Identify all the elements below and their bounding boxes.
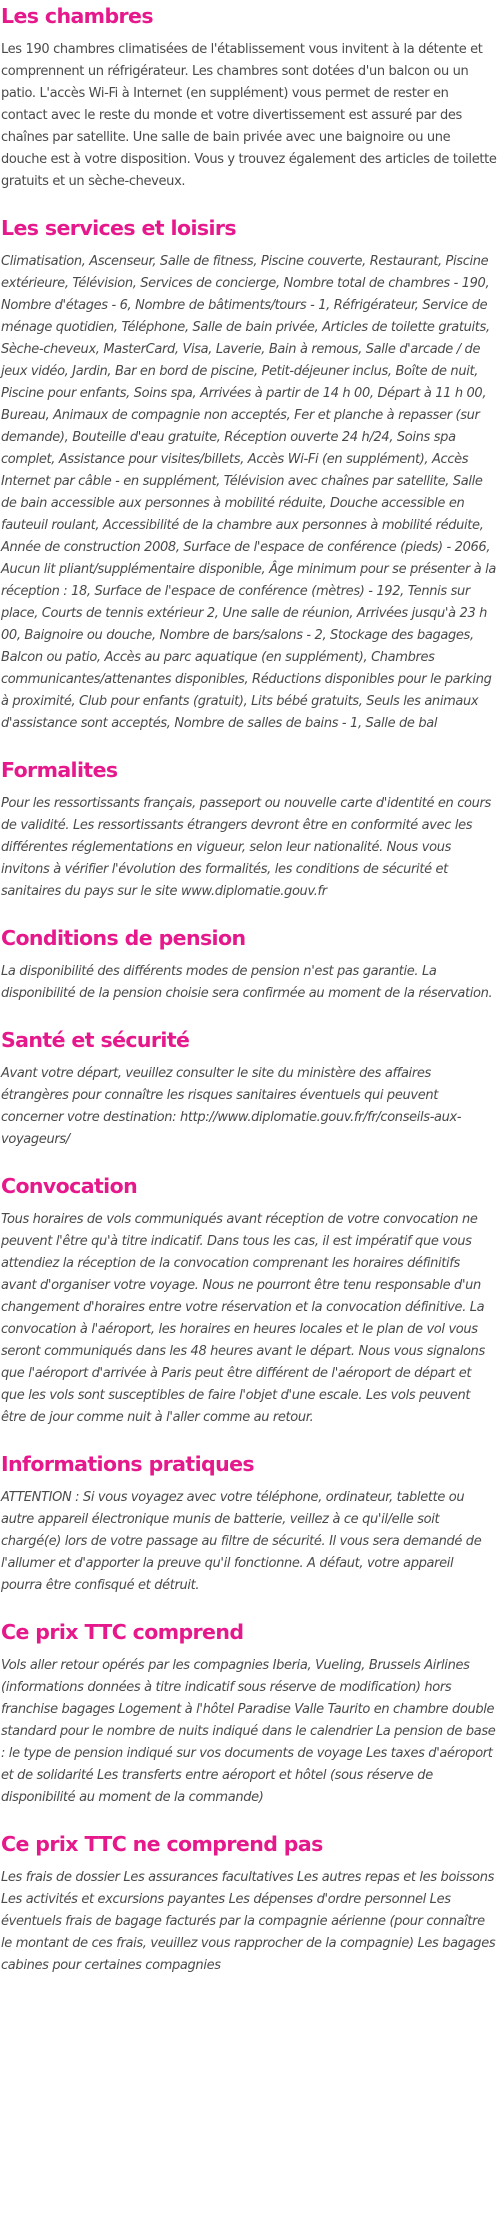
section-health-safety [1, 1026, 497, 1151]
section-title: Ce prix TTC comprend [1, 1620, 244, 1644]
section-title: Formalites [1, 758, 118, 782]
section-price-includes [1, 1618, 497, 1809]
section-body: Les 190 chambres climatisées de l'établissement vous invitent à la détente et comprennent un réfrigérateur. Les chambres sont dotées d'un balcon ou un patio. L'accès Wi-Fi à Internet (en supplément) vous permet de rester en contact avec le reste du monde et votre divertissement est assuré par des chaînes par satellite. Une salle de bain privée avec une baignoire ou une douche est à votre disposition. Vous y trouvez également des articles de toilette gratuits et un sèche-cheveux. [1, 42, 497, 189]
section-formalities [1, 756, 497, 903]
section-title: Les chambres [1, 4, 153, 28]
section-title: Santé et sécurité [1, 1028, 190, 1052]
section-body: Tous horaires de vols communiqués avant réception de votre convocation ne peuvent l'être qu'à titre indicatif. Dans tous les cas, il est impératif que vous attendiez la réception de la convocation comprenant les horaires définitifs avant d'organiser votre voyage. Nous ne pourront être tenu responsable d'un changement d'horaires entre votre réservation et la convocation définitive. La convocation à l'aéroport, les horaires en heures locales et le plan de vol vous seront communiqués dans les 48 heures avant le départ. Nous vous signalons que l'aéroport d'arrivée à Paris peut être différent de l'aéroport de départ et que les vols sont susceptibles de faire l'objet d'une escale. Les vols peuvent être de jour comme nuit à l'aller comme au retour. [1, 1212, 485, 1425]
section-title: Conditions de pension [1, 926, 246, 950]
section-body: ATTENTION : Si vous voyagez avec votre téléphone, ordinateur, tablette ou autre appareil électronique munis de batterie, veillez à ce qu'il/elle soit chargé(e) lors de votre passage au filtre de sécurité. Il vous sera demandé de l'allumer et d'apporter la preuve qu'il fonctionne. A défaut, votre appareil pourra être confisqué et détruit. [1, 1490, 482, 1593]
section-body: Les frais de dossier Les assurances facultatives Les autres repas et les boissons Les activités et excursions payantes Les dépenses d'ordre personnel Les éventuels frais de bagage facturés par la compagnie aérienne (pour connaître le montant de ces frais, veuillez vous rapprocher de la compagnie) Les bagages cabines pour certaines compagnies [1, 1870, 496, 1973]
section-rooms [1, 2, 497, 193]
section-body: Avant votre départ, veuillez consulter le site du ministère des affaires étrangères pour connaître les risques sanitaires éventuels qui peuvent concerner votre destination: http://www.diplomatie.gouv.fr/fr/conseils-aux-voyageurs/ [1, 1066, 462, 1147]
section-board-conditions [1, 924, 497, 1005]
section-practical-info [1, 1450, 497, 1597]
section-services [1, 214, 497, 735]
section-title: Les services et loisirs [1, 216, 237, 240]
section-body: Pour les ressortissants français, passeport ou nouvelle carte d'identité en cours de validité. Les ressortissants étrangers devront être en conformité avec les différentes réglementations en vigueur, selon leur nationalité. Nous vous invitons à vérifier l'évolution des formalités, les conditions de sécurité et sanitaires du pays sur le site www.diplomatie.gouv.fr [1, 796, 491, 899]
section-convocation [1, 1172, 497, 1429]
section-title: Convocation [1, 1174, 138, 1198]
section-body: Climatisation, Ascenseur, Salle de fitness, Piscine couverte, Restaurant, Piscine extérieure, Télévision, Services de concierge, Nombre total de chambres - 190, Nombre d'étages - 6, Nombre de bâtiments/tours - 1, Réfrigérateur, Service de ménage quotidien, Téléphone, Salle de bain privée, Articles de toilette gratuits, Sèche-cheveux, MasterCard, Visa, Laverie, Bain à remous, Salle d'arcade / de jeux vidéo, Jardin, Bar en bord de piscine, Petit-déjeuner inclus, Boîte de nuit, Piscine pour enfants, Soins spa, Arrivées à partir de 14 h 00, Départ à 11 h 00, Bureau, Animaux de compagnie non acceptés, Fer et planche à repasser (sur demande), Bouteille d'eau gratuite, Réception ouverte 24 h/24, Soins spa complet, Assistance pour visites/billets, Accès Wi-Fi (en supplément), Accès Internet par câble - en supplément, Télévision avec chaînes par satellite, Salle de bain accessible aux personnes à mobilité réduite, Douche accessible en fauteuil roulant, Accessibilité de la chambre aux personnes à mobilité réduite, Année de construction 2008, Surface de l'espace de conférence (pieds) - 2066, Aucun lit pliant/supplémentaire disponible, Âge minimum pour se présenter à la réception : 18, Surface de l'espace de conférence (mètres) - 192, Tennis sur place, Courts de tennis extérieur 2, Une salle de réunion, Arrivées jusqu'à 23 h 00, Baignoire ou douche, Nombre de bars/salons - 2, Stockage des bagages, Balcon ou patio, Accès au parc aquatique (en supplément), Chambres communicantes/attenantes disponibles, Réductions disponibles pour le parking à proximité, Club pour enfants (gratuit), Lits bébé gratuits, Seuls les animaux d'assistance sont acceptés, Nombre de salles de bains - 1, Salle de bal [1, 254, 496, 731]
section-price-excludes [1, 1830, 497, 1977]
section-body: Vols aller retour opérés par les compagnies Iberia, Vueling, Brussels Airlines (informations données à titre indicatif sous réserve de modification) hors franchise bagages Logement à l'hôtel Paradise Valle Taurito en chambre double standard pour le nombre de nuits indiqué dans le calendrier La pension de base : le type de pension indiqué sur vos documents de voyage Les taxes d'aéroport et de solidarité Les transferts entre aéroport et hôtel (sous réserve de disponibilité au moment de la commande) [1, 1658, 496, 1805]
section-body: La disponibilité des différents modes de pension n'est pas garantie. La disponibilité de la pension choisie sera confirmée au moment de la réservation. [1, 964, 493, 1001]
section-title: Ce prix TTC ne comprend pas [1, 1832, 323, 1856]
section-title: Informations pratiques [1, 1452, 254, 1476]
